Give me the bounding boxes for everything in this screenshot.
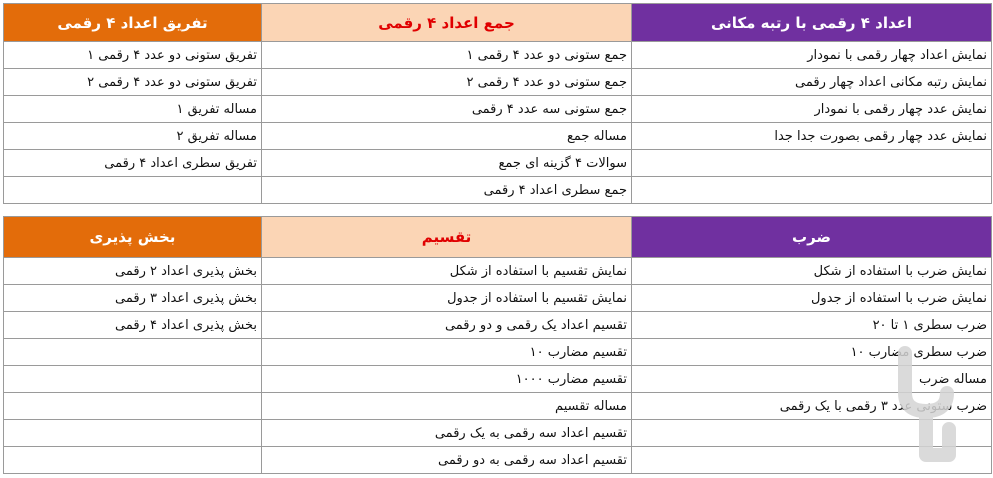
table-row — [4, 420, 992, 447]
topics-table-2 — [3, 216, 992, 474]
table-cell: مساله تفریق ۱ — [4, 96, 262, 123]
table-row — [4, 177, 992, 204]
table-cell: نمایش تقسیم با استفاده از جدول — [262, 285, 632, 312]
table-cell: نمایش رتبه مکانی اعداد چهار رقمی — [632, 69, 992, 96]
table-row — [4, 96, 992, 123]
table-cell — [4, 420, 262, 447]
table-cell: تفریق ستونی دو عدد ۴ رقمی ۱ — [4, 42, 262, 69]
table-cell: تفریق سطری اعداد ۴ رقمی — [4, 150, 262, 177]
table-cell: بخش پذیری اعداد ۴ رقمی — [4, 312, 262, 339]
table-cell: بخش پذیری اعداد ۳ رقمی — [4, 285, 262, 312]
table-cell — [632, 177, 992, 204]
table-cell — [4, 366, 262, 393]
header-row — [4, 217, 992, 258]
table-cell: جمع ستونی دو عدد ۴ رقمی ۱ — [262, 42, 632, 69]
table-cell: تقسیم اعداد یک رقمی و دو رقمی — [262, 312, 632, 339]
table-cell: تفریق ستونی دو عدد ۴ رقمی ۲ — [4, 69, 262, 96]
table-cell: سوالات ۴ گزینه ای جمع — [262, 150, 632, 177]
table-cell: ضرب ستونی عدد ۳ رقمی با یک رقمی — [632, 393, 992, 420]
table-cell: مساله تفریق ۲ — [4, 123, 262, 150]
table-cell — [4, 393, 262, 420]
table-cell: جمع ستونی سه عدد ۴ رقمی — [262, 96, 632, 123]
table-row — [4, 393, 992, 420]
header-addition: جمع اعداد ۴ رقمی — [262, 4, 632, 42]
table-cell — [632, 150, 992, 177]
table-cell: مساله جمع — [262, 123, 632, 150]
table-row — [4, 366, 992, 393]
table-cell: مساله تقسیم — [262, 393, 632, 420]
table-cell: تقسیم اعداد سه رقمی به دو رقمی — [262, 447, 632, 474]
table-cell: تقسیم مضارب ۱۰ — [262, 339, 632, 366]
table-row — [4, 339, 992, 366]
table-cell: نمایش ضرب با استفاده از جدول — [632, 285, 992, 312]
table-cell: نمایش ضرب با استفاده از شکل — [632, 258, 992, 285]
table-row — [4, 285, 992, 312]
table-cell: مساله ضرب — [632, 366, 992, 393]
header-multiplication: ضرب — [632, 217, 992, 258]
table-row — [4, 258, 992, 285]
table-cell: بخش پذیری اعداد ۲ رقمی — [4, 258, 262, 285]
table-cell: جمع سطری اعداد ۴ رقمی — [262, 177, 632, 204]
table-cell: ضرب سطری مضارب ۱۰ — [632, 339, 992, 366]
table-cell: جمع ستونی دو عدد ۴ رقمی ۲ — [262, 69, 632, 96]
table-row — [4, 312, 992, 339]
table-cell — [4, 447, 262, 474]
table-cell — [632, 447, 992, 474]
table-cell: تقسیم اعداد سه رقمی به یک رقمی — [262, 420, 632, 447]
table-cell: نمایش اعداد چهار رقمی با نمودار — [632, 42, 992, 69]
header-division: تقسیم — [262, 217, 632, 258]
header-divisibility: بخش پذیری — [4, 217, 262, 258]
table-row — [4, 42, 992, 69]
header-row — [4, 4, 992, 42]
table-row — [4, 150, 992, 177]
table-cell: نمایش تقسیم با استفاده از شکل — [262, 258, 632, 285]
table-row — [4, 447, 992, 474]
topics-table-1 — [3, 3, 992, 204]
header-place-value: اعداد ۴ رقمی با رتبه مکانی — [632, 4, 992, 42]
table-row — [4, 123, 992, 150]
table-cell: نمایش عدد چهار رقمی بصورت جدا جدا — [632, 123, 992, 150]
table-cell: تقسیم مضارب ۱۰۰۰ — [262, 366, 632, 393]
table-cell — [632, 420, 992, 447]
table-cell — [4, 339, 262, 366]
header-subtraction: تفریق اعداد ۴ رقمی — [4, 4, 262, 42]
table-cell: ضرب سطری ۱ تا ۲۰ — [632, 312, 992, 339]
table-row — [4, 69, 992, 96]
table-cell — [4, 177, 262, 204]
table-cell: نمایش عدد چهار رقمی با نمودار — [632, 96, 992, 123]
